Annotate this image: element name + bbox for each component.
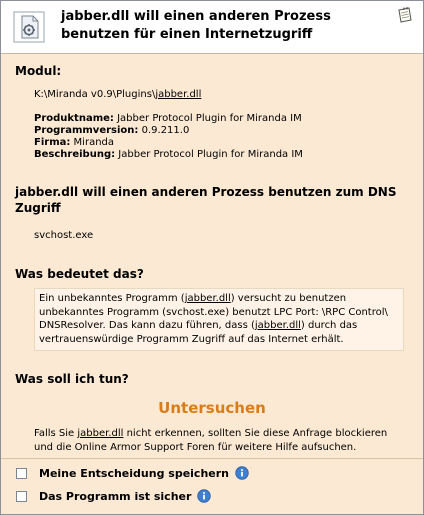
todo-heading: Was soll ich tun?: [15, 372, 129, 386]
remember-decision-label[interactable]: Meine Entscheidung speichern: [39, 466, 229, 480]
detail-description: Beschreibung: Jabber Protocol Plugin for Miranda IM: [34, 149, 303, 160]
remember-decision-row: [16, 464, 249, 482]
detail-version: Programmversion: 0.9.211.0: [34, 125, 190, 136]
dialog-footer: [1, 458, 423, 515]
investigate-link[interactable]: Untersuchen: [158, 399, 266, 417]
plugin-file-icon: [13, 11, 45, 43]
remember-decision-checkbox[interactable]: [16, 468, 27, 479]
program-safe-row: [16, 487, 211, 505]
todo-text: Falls Sie jabber.dll nicht erkennen, sollten Sie diese Anfrage blockieren und die Online Armor Support Foren für weitere Hilfe aufsuchen.: [34, 428, 388, 453]
dialog-title: jabber.dll will einen anderen Prozess benutzen für einen Internetzugriff: [61, 9, 331, 42]
meaning-link-1[interactable]: jabber.dll: [184, 293, 231, 304]
info-icon[interactable]: [235, 466, 249, 480]
info-icon[interactable]: [197, 489, 211, 503]
dns-process: svchost.exe: [34, 230, 94, 241]
detail-product: Produktname: Jabber Protocol Plugin for Miranda IM: [34, 113, 302, 124]
detail-company: Firma: Miranda: [34, 137, 115, 148]
dialog-content: [15, 63, 409, 454]
module-path: [15, 89, 409, 101]
dns-heading: jabber.dll will einen anderen Prozess benutzen zum DNS Zugriff: [15, 185, 397, 215]
todo-link[interactable]: jabber.dll: [77, 428, 124, 439]
meaning-heading: Was bedeutet das?: [15, 267, 144, 281]
module-path-prefix: K:\Miranda v0.9\Plugins\: [34, 89, 156, 100]
dialog-header: [1, 1, 423, 54]
meaning-text-box: Ein unbekanntes Programm (jabber.dll) versucht zu benutzen unbekanntes Programm (svchost.exe) benutzt LPC Port: \RPC Control\ DNSResolver. Das kann dazu führen, dass (jabber.dll) durch das vertrauenswürdige Programm Zugriff auf das Internet erhält.: [34, 288, 404, 351]
program-safe-label[interactable]: Das Programm ist sicher: [39, 489, 192, 503]
program-safe-checkbox[interactable]: [16, 491, 27, 502]
module-details: [15, 113, 409, 161]
notepad-icon[interactable]: [397, 7, 413, 23]
modul-heading: Modul:: [15, 64, 62, 78]
module-path-link[interactable]: jabber.dll: [155, 89, 202, 100]
meaning-link-2[interactable]: jabber.dll: [254, 320, 301, 331]
